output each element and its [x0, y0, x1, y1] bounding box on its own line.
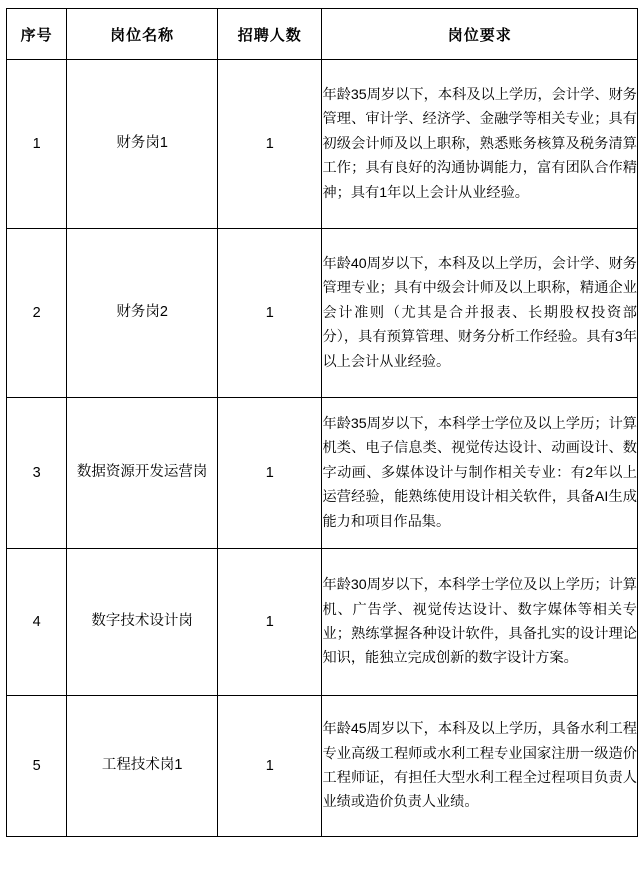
job-listing-table [6, 8, 638, 837]
cell-headcount: 1 [217, 696, 321, 837]
cell-position-name: 工程技术岗1 [67, 696, 218, 837]
cell-headcount: 1 [217, 398, 321, 549]
header-cell-requirement: 岗位要求 [322, 9, 638, 60]
cell-requirement [322, 60, 638, 229]
header-cell-no: 序号 [7, 9, 67, 60]
table-row [7, 696, 638, 837]
requirement-text: 年龄30周岁以下，本科学士学位及以上学历；计算机、广告学、视觉传达设计、数字媒体等相关专业；熟练掌握各种设计软件，具备扎实的设计理论知识，能独立完成创新的数字设计方案。 [322, 577, 637, 667]
cell-no: 3 [7, 398, 67, 549]
requirement-text: 年龄40周岁以下，本科及以上学历，会计学、财务管理专业；具有中级会计师及以上职称，精通企业会计准则（尤其是合并报表、长期股权投资部分），具有预算管理、财务分析工作经验。具有3年以上会计从业经验。 [322, 255, 637, 370]
requirement-text: 年龄35周岁以下，本科及以上学历，会计学、财务管理、审计学、经济学、金融学等相关专业；具有初级会计师及以上职称，熟悉账务核算及税务清算工作；具有良好的沟通协调能力，富有团队合作精神；具有1年以上会计从业经验。 [322, 86, 637, 201]
cell-requirement [322, 549, 638, 696]
header-cell-name: 岗位名称 [67, 9, 218, 60]
cell-requirement [322, 696, 638, 837]
table-row [7, 229, 638, 398]
cell-no: 4 [7, 549, 67, 696]
cell-requirement [322, 229, 638, 398]
cell-headcount: 1 [217, 549, 321, 696]
table-row [7, 398, 638, 549]
cell-headcount: 1 [217, 60, 321, 229]
header-row [7, 9, 638, 60]
table-row [7, 60, 638, 229]
requirement-text: 年龄35周岁以下，本科学士学位及以上学历；计算机类、电子信息类、视觉传达设计、动画设计、数字动画、多媒体设计与制作相关专业：有2年以上运营经验，能熟练使用设计相关软件，具备AI生成能力和项目作品集。 [322, 415, 637, 530]
cell-headcount: 1 [217, 229, 321, 398]
cell-no: 5 [7, 696, 67, 837]
cell-requirement [322, 398, 638, 549]
table-header [7, 9, 638, 60]
header-cell-count: 招聘人数 [217, 9, 321, 60]
cell-position-name: 数据资源开发运营岗 [67, 398, 218, 549]
cell-position-name: 数字技术设计岗 [67, 549, 218, 696]
cell-position-name: 财务岗1 [67, 60, 218, 229]
cell-position-name: 财务岗2 [67, 229, 218, 398]
table-body [7, 60, 638, 837]
table-row [7, 549, 638, 696]
cell-no: 1 [7, 60, 67, 229]
requirement-text: 年龄45周岁以下，本科及以上学历，具备水利工程专业高级工程师或水利工程专业国家注册一级造价工程师证，有担任大型水利工程全过程项目负责人业绩或造价负责人业绩。 [322, 721, 637, 811]
cell-no: 2 [7, 229, 67, 398]
